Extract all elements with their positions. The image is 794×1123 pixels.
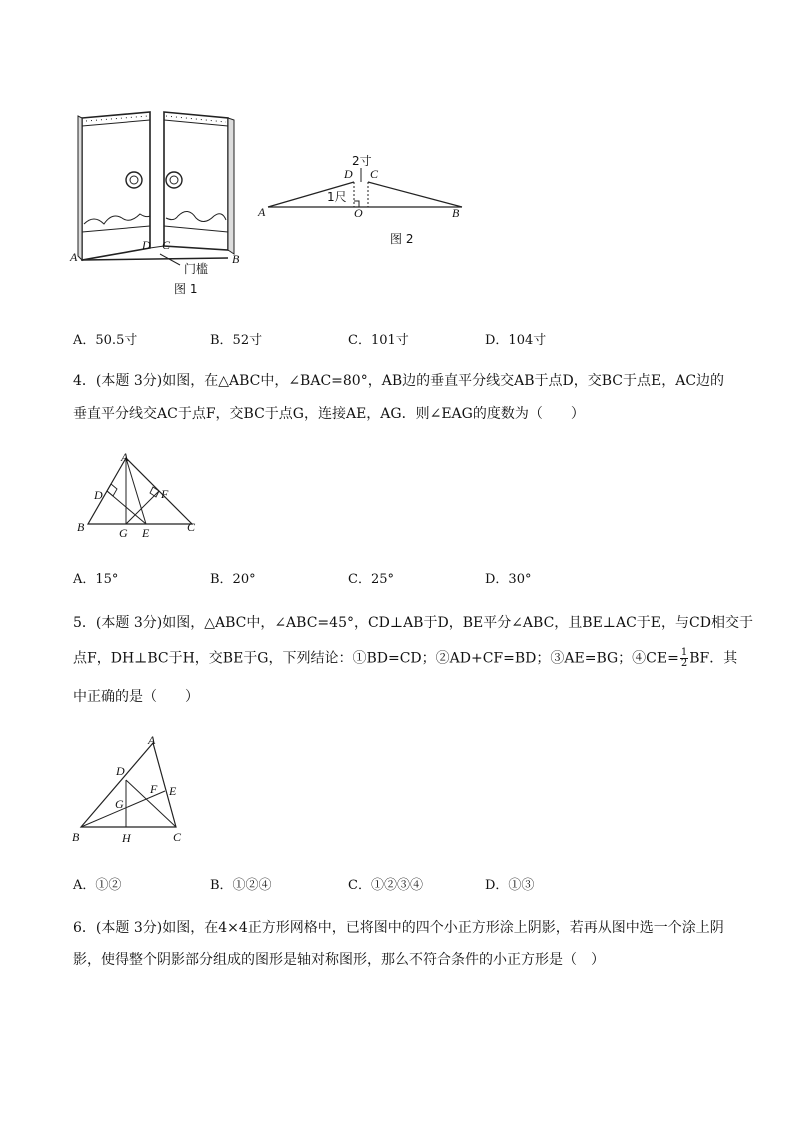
q3-option-d: D．104寸 — [485, 333, 547, 348]
q4-point-e: E — [142, 526, 150, 540]
fig1-caption: 图 1 — [174, 282, 198, 296]
q4-point-c: C — [187, 520, 196, 534]
fig2-point-a: A — [258, 205, 266, 219]
q4-stem-line1: 4．(本题 3分)如图，在△ABC中，∠BAC=80°，AB边的垂直平分线交AB于点D，交BC于点E，AC边的 — [73, 373, 725, 389]
fig2-point-o: O — [354, 206, 363, 220]
q4-point-g: G — [119, 526, 128, 540]
q5-point-a: A — [148, 733, 156, 747]
q5-point-e: E — [169, 784, 177, 798]
q5-point-h: H — [122, 831, 131, 845]
q6-stem-line1: 6．(本题 3分)如图，在4×4正方形网格中，已将图中的四个小正方形涂上阴影，若再从图中选一个涂上阴 — [73, 920, 724, 936]
q5-stem-line1: 5．(本题 3分)如图，△ABC中，∠ABC=45°，CD⊥AB于D，BE平分∠ABC，且BE⊥AC于E，与CD相交于 — [73, 615, 753, 631]
figure-2-diagram — [262, 160, 472, 220]
q3-option-c: C．101寸 — [348, 333, 409, 348]
q3-option-b: B．52寸 — [210, 333, 263, 348]
fig2-caption: 图 2 — [390, 232, 414, 246]
q4-point-b: B — [77, 520, 85, 534]
q5-stem-line3: 中正确的是（ ） — [73, 689, 199, 705]
fig2-point-b: B — [452, 206, 460, 220]
q5-option-a: A．①② — [73, 878, 122, 893]
fig1-point-d: D — [142, 238, 151, 252]
q5-stem-line2-pre: 点F，DH⊥BC于H，交BE于G，下列结论：①BD=CD；②AD+CF=BD；③AE=BG；④CE= — [73, 650, 679, 667]
q5-option-c: C．①②③④ — [348, 878, 423, 893]
q4-point-f: F — [161, 487, 169, 501]
q3-option-a: A．50.5寸 — [73, 333, 138, 348]
q4-option-c: C．25° — [348, 572, 394, 587]
q5-option-d: D．①③ — [485, 878, 535, 893]
q5-stem-line2-post: BF．其 — [689, 650, 738, 667]
q5-point-d: D — [116, 764, 125, 778]
fig1-point-c: C — [162, 238, 171, 252]
q5-fraction-denominator: 2 — [680, 658, 688, 669]
q5-point-g: G — [115, 797, 124, 811]
q5-stem-line2 — [73, 648, 737, 669]
fig2-point-c: C — [370, 167, 379, 181]
q4-point-a: A — [121, 450, 129, 464]
figure-1-gate — [68, 100, 258, 300]
q4-option-d: D．30° — [485, 572, 532, 587]
q5-option-b: B．①②④ — [210, 878, 272, 893]
q5-point-c: C — [173, 830, 182, 844]
fig2-label-one-chi: 1尺 — [327, 190, 347, 204]
q4-point-d: D — [94, 488, 103, 502]
q4-stem-line2: 垂直平分线交AC于点F，交BC于点G，连接AE，AG．则∠EAG的度数为（ ） — [73, 406, 585, 422]
q5-fraction-half — [680, 648, 688, 669]
q6-stem-line2: 影，使得整个阴影部分组成的图形是轴对称图形，那么不符合条件的小正方形是（ ） — [73, 952, 605, 968]
fig1-point-b: B — [232, 252, 240, 266]
fig2-label-two-cun: 2寸 — [352, 154, 372, 168]
fig1-point-a: A — [70, 250, 78, 264]
q5-point-b: B — [72, 830, 80, 844]
q5-point-f: F — [150, 782, 158, 796]
q4-option-b: B．20° — [210, 572, 256, 587]
q4-option-a: A．15° — [73, 572, 119, 587]
fig2-point-d: D — [344, 167, 353, 181]
q5-fraction-numerator: 1 — [680, 647, 688, 658]
fig1-threshold-label: 门槛 — [184, 262, 209, 276]
